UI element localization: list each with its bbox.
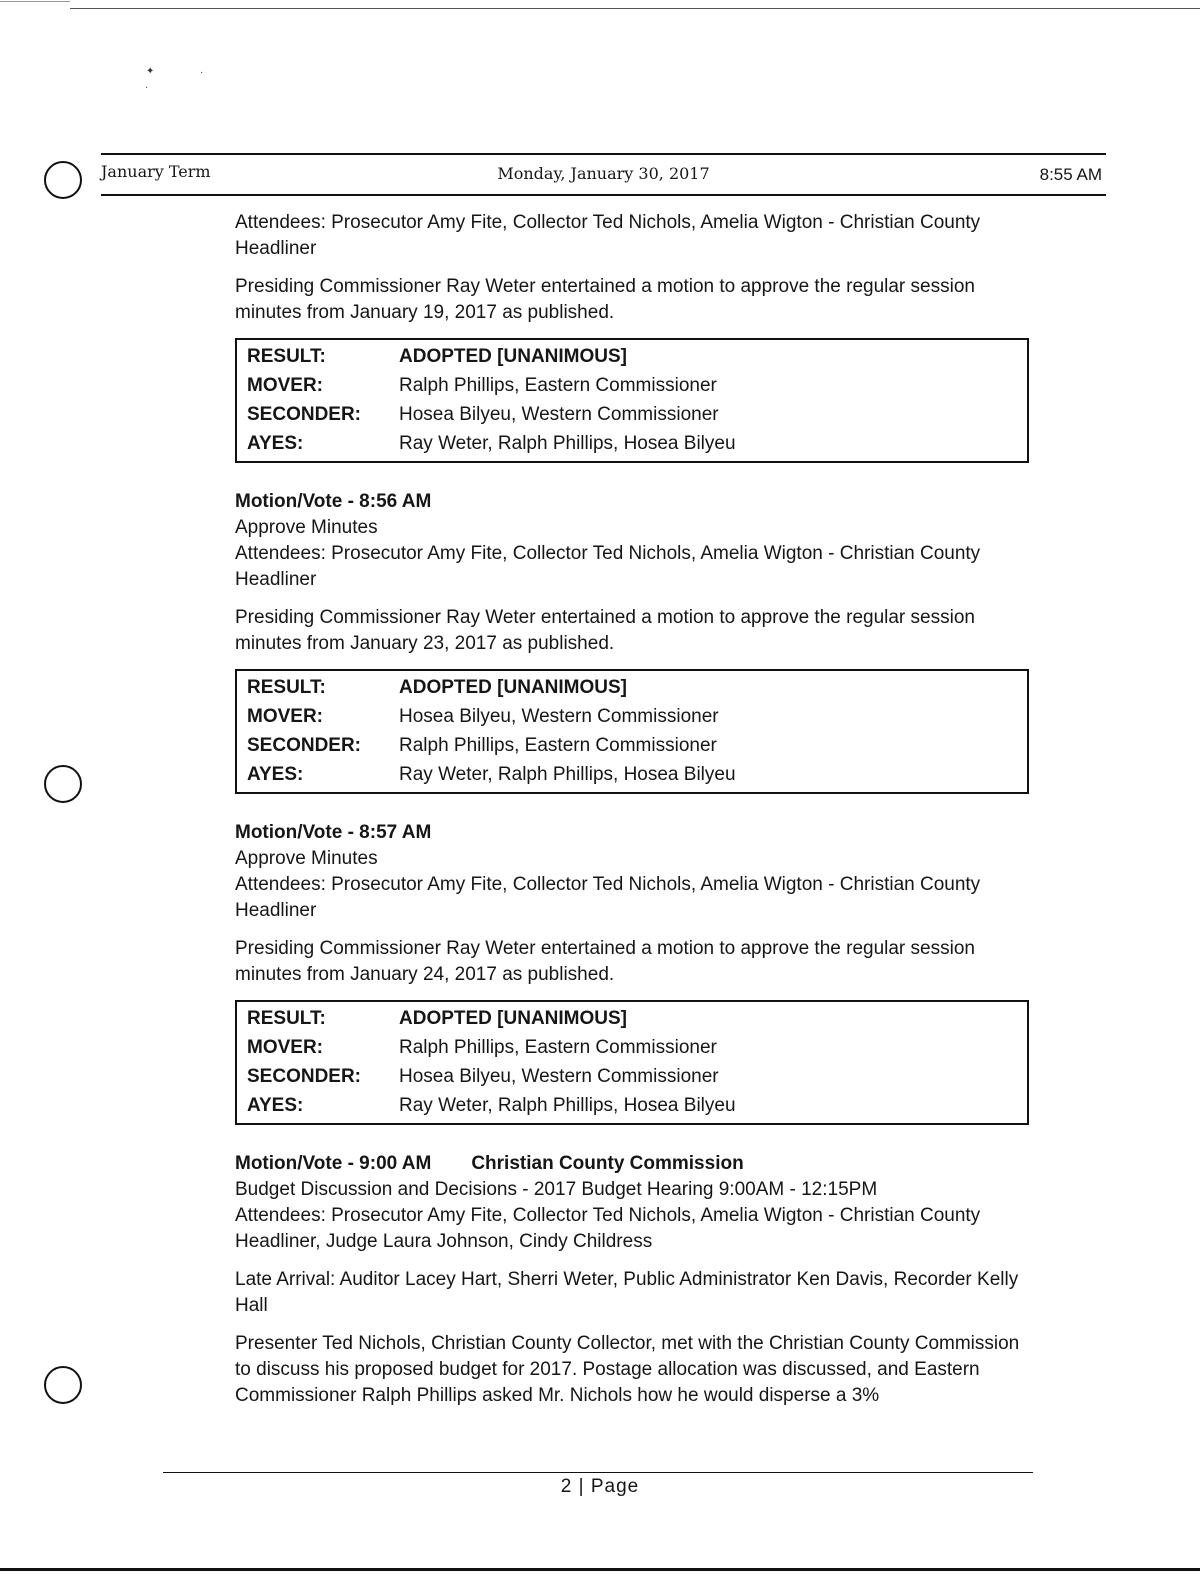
result-value: ADOPTED [UNANIMOUS] [399, 677, 627, 698]
ayes-row [247, 760, 1017, 789]
ayes-value: Ray Weter, Ralph Phillips, Hosea Bilyeu [399, 433, 736, 454]
result-label: RESULT: [247, 346, 326, 367]
ayes-label: AYES: [247, 1095, 304, 1116]
attendees: Attendees: Prosecutor Amy Fite, Collector Ted Nichols, Amelia Wigton - Christian County Headliner [235, 212, 981, 259]
presenter-text: Presenter Ted Nichols, Christian County Collector, met with the Christian County Commission to discuss his proposed budget for 2017. Postage allocation was discussed, and Eastern Commissioner Ralph Phillips asked Mr. Nichols how he would disperse a 3% [235, 1333, 1020, 1406]
attendees: Attendees: Prosecutor Amy Fite, Collector Ted Nichols, Amelia Wigton - Christian County Headliner [235, 874, 981, 921]
seconder-value: Hosea Bilyeu, Western Commissioner [399, 1066, 719, 1087]
meeting-date: Monday, January 30, 2017 [497, 164, 710, 183]
ayes-row [247, 429, 1017, 458]
vote-result-table [235, 669, 1029, 794]
motion-section [235, 820, 1035, 1125]
meeting-time: 8:55 AM [1039, 165, 1102, 184]
mover-value: Ralph Phillips, Eastern Commissioner [399, 1037, 717, 1058]
section-title: Motion/Vote - 8:56 AM [235, 491, 432, 512]
attendees: Attendees: Prosecutor Amy Fite, Collector Ted Nichols, Amelia Wigton - Christian County Headliner [235, 543, 981, 590]
seconder-value: Hosea Bilyeu, Western Commissioner [399, 404, 719, 425]
ayes-value: Ray Weter, Ralph Phillips, Hosea Bilyeu [399, 764, 736, 785]
section-subject: Budget Discussion and Decisions - 2017 Budget Hearing 9:00AM - 12:15PM [235, 1179, 878, 1200]
seconder-label: SECONDER: [247, 404, 362, 425]
section-subject: Approve Minutes [235, 517, 378, 538]
page-number: 2 | Page [560, 1476, 640, 1497]
term-label: January Term [101, 162, 211, 181]
seconder-row [247, 400, 1017, 429]
vote-result-table [235, 1000, 1029, 1125]
punch-hole [44, 1366, 82, 1404]
scan-edge-line [70, 8, 1200, 9]
page-header [101, 153, 1106, 196]
late-arrival: Late Arrival: Auditor Lacey Hart, Sherri Weter, Public Administrator Ken Davis, Recorder Kelly Hall [235, 1269, 1019, 1316]
seconder-row [247, 731, 1017, 760]
result-row [247, 673, 1017, 702]
motion-text: Presiding Commissioner Ray Weter entertained a motion to approve the regular session minutes from January 23, 2017 as published. [235, 607, 975, 654]
result-row [247, 342, 1017, 371]
result-label: RESULT: [247, 677, 326, 698]
mover-label: MOVER: [247, 1037, 323, 1058]
mover-row [247, 702, 1017, 731]
motion-section [235, 1151, 1035, 1409]
seconder-value: Ralph Phillips, Eastern Commissioner [399, 735, 717, 756]
punch-hole [44, 765, 82, 803]
motion-text: Presiding Commissioner Ray Weter entertained a motion to approve the regular session minutes from January 24, 2017 as published. [235, 938, 975, 985]
minutes-body [235, 210, 1035, 1421]
section-organization: Christian County Commission [471, 1153, 744, 1174]
vote-result-table [235, 338, 1029, 463]
mover-label: MOVER: [247, 375, 323, 396]
mover-row [247, 371, 1017, 400]
mover-value: Hosea Bilyeu, Western Commissioner [399, 706, 719, 727]
ayes-label: AYES: [247, 433, 304, 454]
mover-label: MOVER: [247, 706, 323, 727]
result-label: RESULT: [247, 1008, 326, 1029]
scan-edge-line [0, 1568, 1200, 1571]
footer-divider [163, 1472, 1033, 1473]
ayes-label: AYES: [247, 764, 304, 785]
result-row [247, 1004, 1017, 1033]
motion-section [235, 489, 1035, 794]
section-subject: Approve Minutes [235, 848, 378, 869]
ayes-value: Ray Weter, Ralph Phillips, Hosea Bilyeu [399, 1095, 736, 1116]
scan-specks: ✦ · · [145, 66, 204, 93]
mover-value: Ralph Phillips, Eastern Commissioner [399, 375, 717, 396]
section-title: Motion/Vote - 8:57 AM [235, 822, 432, 843]
scan-edge-line [0, 1, 70, 2]
seconder-row [247, 1062, 1017, 1091]
result-value: ADOPTED [UNANIMOUS] [399, 346, 627, 367]
seconder-label: SECONDER: [247, 735, 362, 756]
motion-text: Presiding Commissioner Ray Weter entertained a motion to approve the regular session minutes from January 19, 2017 as published. [235, 276, 975, 323]
attendees: Attendees: Prosecutor Amy Fite, Collector Ted Nichols, Amelia Wigton - Christian County Headliner, Judge Laura Johnson, Cindy Childress [235, 1205, 981, 1252]
result-value: ADOPTED [UNANIMOUS] [399, 1008, 627, 1029]
mover-row [247, 1033, 1017, 1062]
seconder-label: SECONDER: [247, 1066, 362, 1087]
section-title [235, 1151, 1035, 1177]
punch-hole [44, 161, 82, 199]
section-time-title: Motion/Vote - 9:00 AM [235, 1153, 432, 1174]
ayes-row [247, 1091, 1017, 1120]
